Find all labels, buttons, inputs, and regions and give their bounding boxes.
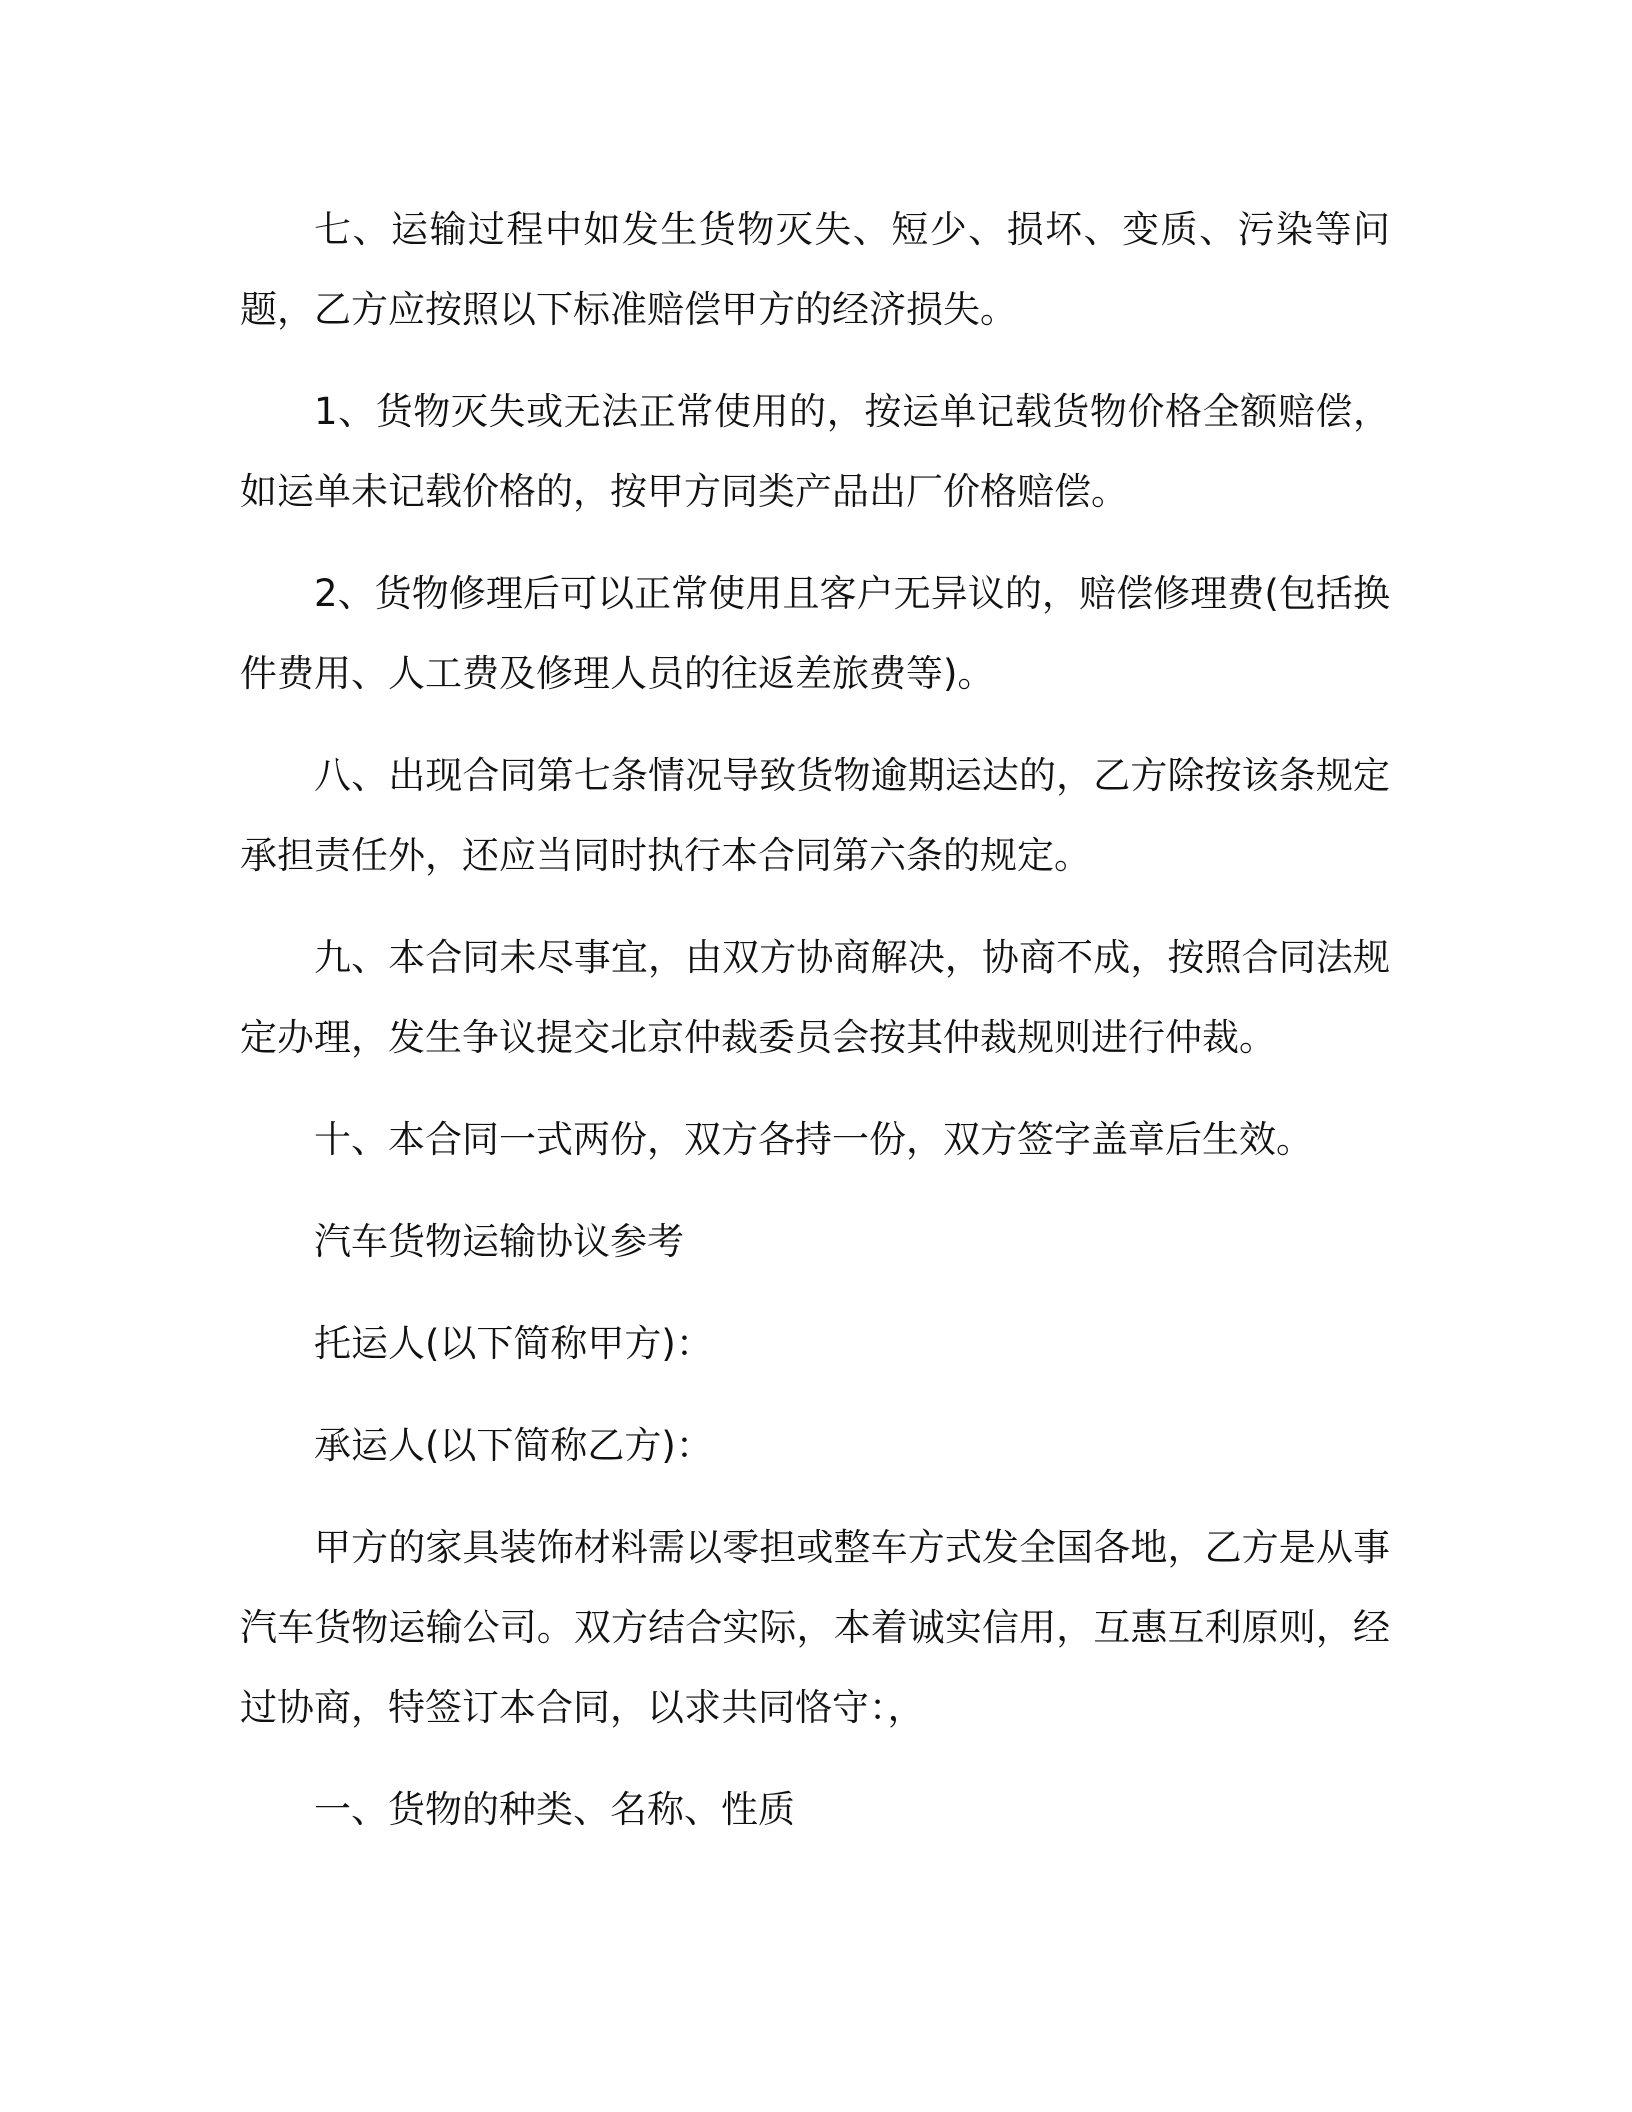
clause-8-paragraph: 八、出现合同第七条情况导致货物逾期运达的，乙方除按该条规定承担责任外，还应当同时执行本合同第六条的规定。 xyxy=(240,754,1390,877)
clause-7-paragraph: 七、运输过程中如发生货物灭失、短少、损坏、变质、污染等问题，乙方应按照以下标准赔偿甲方的经济损失。 xyxy=(240,208,1390,331)
agreement-title: 汽车货物运输协议参考 xyxy=(314,1220,684,1263)
preamble-paragraph: 甲方的家具装饰材料需以零担或整车方式发全国各地，乙方是从事汽车货物运输公司。双方结合实际，本着诚实信用，互惠互利原则，经过协商，特签订本合同，以求共同恪守：， xyxy=(240,1526,1390,1729)
clause-7-item-1-paragraph: 1、货物灭失或无法正常使用的，按运单记载货物价格全额赔偿，如运单未记载价格的，按甲方同类产品出厂价格赔偿。 xyxy=(240,390,1390,513)
clause-10-paragraph: 十、本合同一式两份，双方各持一份，双方签字盖章后生效。 xyxy=(314,1118,1313,1161)
document-body xyxy=(240,190,1390,1850)
clause-9-paragraph: 九、本合同未尽事宜，由双方协商解决，协商不成，按照合同法规定办理，发生争议提交北京仲裁委员会按其仲裁规则进行仲裁。 xyxy=(240,936,1390,1059)
consignor-line: 托运人(以下简称甲方)： xyxy=(314,1322,713,1365)
carrier-line: 承运人(以下简称乙方)： xyxy=(314,1424,713,1467)
clause-7-item-2-paragraph: 2、货物修理后可以正常使用且客户无异议的，赔偿修理费(包括换件费用、人工费及修理人员的往返差旅费等)。 xyxy=(240,572,1390,695)
section-1-heading: 一、货物的种类、名称、性质 xyxy=(314,1788,795,1831)
